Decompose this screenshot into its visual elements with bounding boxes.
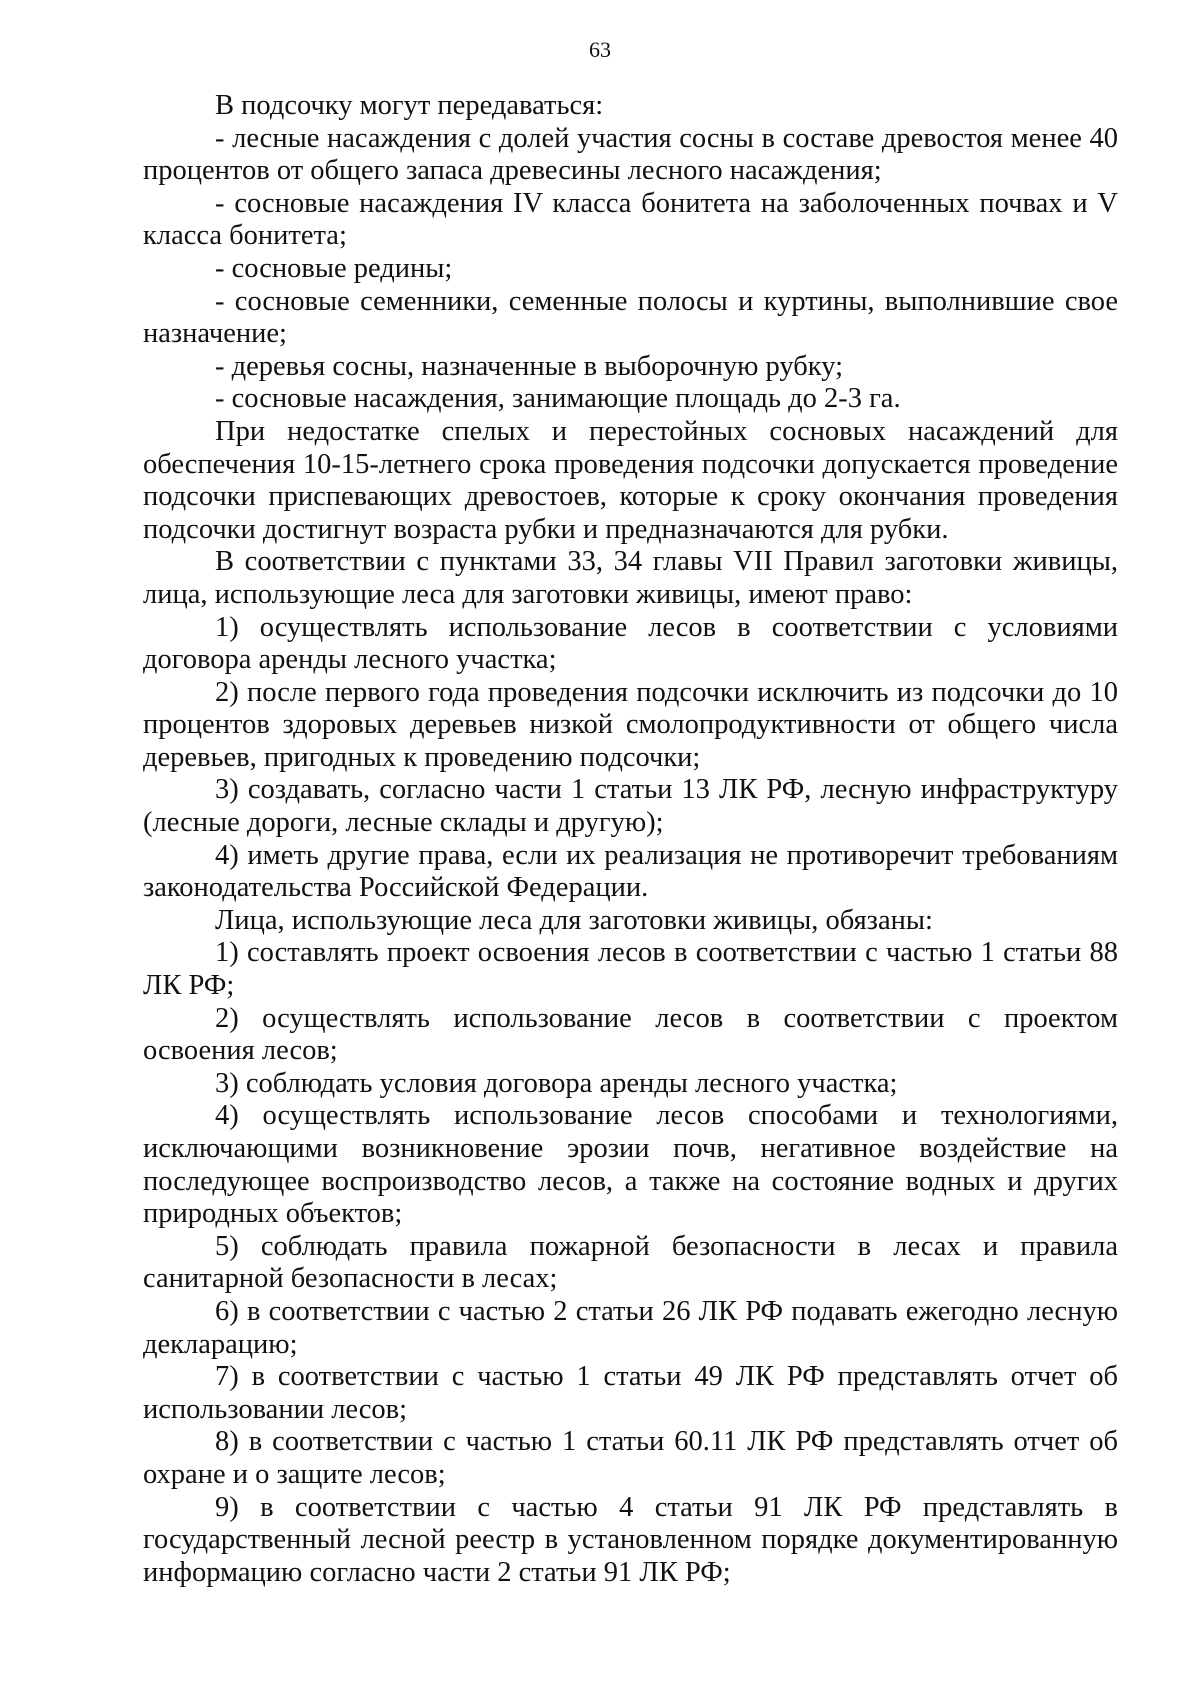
list-item: - сосновые редины; (215, 252, 453, 284)
paragraph-obligations-intro: Лица, использующие леса для заготовки живицы, обязаны: (215, 904, 933, 936)
list-item: - сосновые насаждения, занимающие площадь до 2-3 га. (215, 383, 901, 415)
list-item: - сосновые семенники, семенные полосы и куртины, выполнившие свое назначение; (143, 285, 1118, 350)
list-item: - сосновые насаждения IV класса бонитета на заболоченных почвах и V класса бонитета; (143, 187, 1118, 252)
obligation-item: 7) в соответствии с частью 1 статьи 49 ЛК РФ представлять отчет об использовании лесов; (143, 1361, 1118, 1425)
rights-item: 1) осуществлять использование лесов в соответствии с условиями договора аренды лесного участка; (143, 611, 1118, 676)
obligation-item: 6) в соответствии с частью 2 статьи 26 ЛК РФ подавать ежегодно лесную декларацию; (143, 1295, 1118, 1360)
rights-item: 3) создавать, согласно части 1 статьи 13 ЛК РФ, лесную инфраструктуру (лесные дороги, лесные склады и другую); (143, 774, 1118, 839)
list-item: - деревья сосны, назначенные в выборочную рубку; (215, 350, 844, 382)
page-body (143, 90, 1118, 1589)
paragraph-intro: В подсочку могут передаваться: (215, 90, 604, 121)
obligation-item: 4) осуществлять использование лесов способами и технологиями, исключающими возникновение эрозии почв, негативное воздействие на последующее воспроизводство лесов, а также на состояние водных и других природных объектов; (143, 1100, 1118, 1230)
paragraph-rights-intro: В соответствии с пунктами 33, 34 главы VII Правил заготовки живицы, лица, использующие леса для заготовки живицы, имеют право: (143, 546, 1118, 610)
obligation-item: 3) соблюдать условия договора аренды лесного участка; (215, 1067, 898, 1099)
list-item: - лесные насаждения с долей участия сосны в составе древостоя менее 40 процентов от общего запаса древесины лесного насаждения; (143, 122, 1118, 187)
obligation-item: 9) в соответствии с частью 4 статьи 91 ЛК РФ представлять в государственный лесной реестр в установленном порядке документированную информацию согласно части 2 статьи 91 ЛК РФ; (143, 1491, 1118, 1588)
rights-item: 2) после первого года проведения подсочки исключить из подсочки до 10 процентов здоровых деревьев низкой смолопродуктивности от общего числа деревьев, пригодных к проведению подсочки; (143, 676, 1118, 773)
obligation-item: 5) соблюдать правила пожарной безопасности в лесах и правила санитарной безопасности в лесах; (143, 1230, 1118, 1295)
obligation-item: 2) осуществлять использование лесов в соответствии с проектом освоения лесов; (143, 1002, 1118, 1067)
rights-item: 4) иметь другие права, если их реализация не противоречит требованиям законодательства Российской Федерации. (143, 839, 1118, 904)
page-number: 63 (589, 37, 611, 62)
obligation-item: 8) в соответствии с частью 1 статьи 60.11 ЛК РФ представлять отчет об охране и о защите лесов; (143, 1426, 1118, 1490)
obligation-item: 1) составлять проект освоения лесов в соответствии с частью 1 статьи 88 ЛК РФ; (143, 937, 1118, 1002)
paragraph: При недостатке спелых и перестойных сосновых насаждений для обеспечения 10-15-летнего срока проведения подсочки допускается проведение подсочки приспевающих древостоев, которые к сроку окончания проведения подсочки достигнут возраста рубки и предназначаются для рубки. (143, 415, 1118, 545)
